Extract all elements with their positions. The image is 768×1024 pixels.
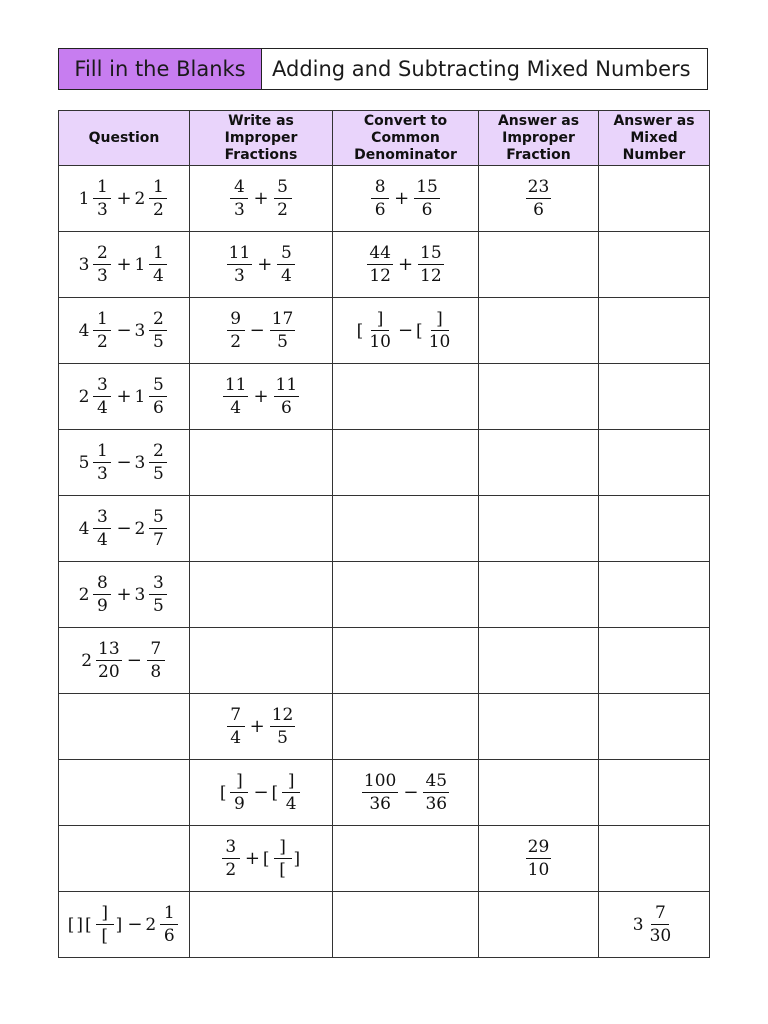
minus-sign: − <box>403 782 419 803</box>
fraction <box>282 770 300 815</box>
answer-mixed-cell[interactable] <box>599 562 710 628</box>
numerator: 1 <box>93 176 111 199</box>
fraction <box>526 836 552 881</box>
header-row <box>59 111 710 166</box>
math-expression <box>79 506 170 551</box>
fraction <box>149 506 167 551</box>
answer-mixed-cell[interactable] <box>599 364 710 430</box>
denominator: 4 <box>230 728 242 748</box>
table-row <box>59 232 710 298</box>
minus-sign: − <box>127 914 143 935</box>
table-row <box>59 298 710 364</box>
fraction <box>149 374 167 419</box>
numerator: 1 <box>149 242 167 265</box>
denominator: 4 <box>285 794 297 814</box>
common-denominator-cell[interactable] <box>333 430 479 496</box>
answer-improper-cell[interactable] <box>479 496 599 562</box>
whole-number: [ <box>67 914 75 935</box>
plus-sign: + <box>244 848 260 869</box>
fraction <box>362 770 398 815</box>
denominator: 6 <box>152 398 164 418</box>
math-expression <box>225 242 298 287</box>
table-row <box>59 430 710 496</box>
numerator: 100 <box>363 771 397 791</box>
whole-number: [ <box>219 782 227 803</box>
numerator: 45 <box>425 771 448 791</box>
improper-cell[interactable] <box>190 430 333 496</box>
numerator: 5 <box>149 374 167 397</box>
denominator: 5 <box>277 332 288 352</box>
math-expression <box>79 242 170 287</box>
numerator: 4 <box>230 176 248 199</box>
common-denominator-cell[interactable] <box>333 364 479 430</box>
plus-sign: + <box>394 188 410 209</box>
fraction <box>367 242 393 287</box>
denominator: 6 <box>374 200 386 220</box>
common-denominator-cell[interactable] <box>333 496 479 562</box>
whole-number: ] <box>293 848 301 869</box>
minus-sign: − <box>249 320 265 341</box>
col-header-common: Convert to Common Denominator <box>333 111 479 166</box>
common-denominator-cell[interactable] <box>333 628 479 694</box>
numerator: 2 <box>149 308 167 331</box>
denominator: 10 <box>369 332 391 352</box>
minus-sign: − <box>116 452 132 473</box>
denominator: 36 <box>425 794 448 814</box>
denominator: 2 <box>230 332 242 352</box>
denominator: 12 <box>369 266 391 286</box>
fraction <box>149 176 167 221</box>
numerator: 1 <box>149 176 167 199</box>
fraction <box>93 242 111 287</box>
denominator: 2 <box>225 860 237 880</box>
numerator: ] <box>274 836 292 859</box>
denominator: 3 <box>97 266 108 286</box>
plus-sign: + <box>249 716 265 737</box>
numerator: 5 <box>149 506 167 529</box>
answer-improper-cell[interactable] <box>479 760 599 826</box>
common-denominator-cell[interactable] <box>333 562 479 628</box>
fraction <box>149 308 167 353</box>
math-expression <box>81 638 167 683</box>
numerator: 1 <box>93 308 111 331</box>
denominator: 5 <box>152 464 164 484</box>
numerator: 8 <box>93 572 111 595</box>
answer-mixed-cell[interactable] <box>599 298 710 364</box>
question-cell <box>59 364 190 430</box>
fraction <box>270 704 296 749</box>
denominator: 3 <box>234 200 245 220</box>
numerator: 8 <box>371 176 389 199</box>
whole-number: 2 <box>78 584 90 605</box>
fraction <box>423 770 449 815</box>
fraction <box>93 506 111 551</box>
denominator: 5 <box>152 332 164 352</box>
title-bar <box>58 48 708 90</box>
numerator: ] <box>230 770 248 793</box>
math-expression <box>79 572 170 617</box>
numerator: 2 <box>149 440 167 463</box>
denominator: 3 <box>97 200 108 220</box>
numerator: 11 <box>228 243 251 263</box>
fraction <box>223 374 249 419</box>
question-cell <box>59 496 190 562</box>
question-cell <box>59 166 190 232</box>
numerator: ] <box>371 308 389 331</box>
numerator: ] <box>431 308 449 331</box>
plus-sign: + <box>116 188 132 209</box>
plus-sign: + <box>397 254 414 275</box>
answer-improper-cell <box>479 826 599 892</box>
question-cell[interactable] <box>59 826 190 892</box>
denominator: 3 <box>234 266 245 286</box>
fraction <box>93 572 111 617</box>
answer-mixed-cell[interactable] <box>599 166 710 232</box>
numerator: 23 <box>527 177 550 197</box>
denominator: [ <box>279 860 286 880</box>
math-expression <box>365 242 445 287</box>
numerator: 3 <box>222 836 240 859</box>
improper-cell <box>190 364 333 430</box>
question-cell <box>59 892 190 958</box>
whole-number: 2 <box>134 188 146 209</box>
col-header-answer-improper: Answer as Improper Fraction <box>479 111 599 166</box>
numerator: ] <box>96 902 114 925</box>
numerator: 15 <box>420 243 442 263</box>
minus-sign: − <box>116 320 132 341</box>
whole-number: 1 <box>78 188 90 209</box>
whole-number: 1 <box>134 254 146 275</box>
math-expression <box>220 836 302 881</box>
table-row <box>59 694 710 760</box>
whole-number: 3 <box>134 320 146 341</box>
numerator: ] <box>282 770 300 793</box>
table-row <box>59 364 710 430</box>
denominator: 5 <box>277 728 288 748</box>
denominator: 4 <box>97 398 108 418</box>
numerator: 5 <box>274 176 292 199</box>
improper-cell[interactable] <box>190 892 333 958</box>
math-expression <box>369 176 442 221</box>
improper-cell[interactable] <box>190 496 333 562</box>
fraction <box>274 836 292 881</box>
denominator: 4 <box>97 530 108 550</box>
table-row <box>59 628 710 694</box>
plus-sign: + <box>257 254 273 275</box>
math-expression <box>357 308 455 353</box>
answer-mixed-cell[interactable] <box>599 430 710 496</box>
fraction <box>227 308 245 353</box>
common-denominator-cell[interactable] <box>333 892 479 958</box>
whole-number: 2 <box>81 650 93 671</box>
table-row <box>59 826 710 892</box>
denominator: 2 <box>97 332 108 352</box>
improper-cell <box>190 298 333 364</box>
minus-sign: − <box>253 782 269 803</box>
numerator: 29 <box>527 837 550 857</box>
answer-improper-cell[interactable] <box>479 298 599 364</box>
math-expression <box>225 308 298 353</box>
fraction <box>648 902 674 947</box>
table-row <box>59 166 710 232</box>
whole-number: 3 <box>134 452 146 473</box>
fraction <box>222 836 240 881</box>
worksheet-title: Adding and Subtracting Mixed Numbers <box>272 57 691 81</box>
denominator: 6 <box>533 200 544 220</box>
numerator: 7 <box>227 704 245 727</box>
col-header-answer-mixed: Answer as Mixed Number <box>599 111 710 166</box>
answer-mixed-cell[interactable] <box>599 760 710 826</box>
fraction <box>414 176 440 221</box>
answer-improper-cell[interactable] <box>479 232 599 298</box>
common-denominator-cell <box>333 760 479 826</box>
minus-sign: − <box>397 320 414 341</box>
math-expression <box>79 176 170 221</box>
math-expression <box>524 176 554 221</box>
numerator: 13 <box>98 639 120 659</box>
whole-number: 4 <box>78 320 90 341</box>
numerator: 5 <box>277 242 295 265</box>
numerator: 3 <box>93 374 111 397</box>
denominator: 30 <box>649 926 672 946</box>
numerator: 7 <box>651 902 669 925</box>
math-expression <box>225 704 298 749</box>
numerator: 11 <box>275 375 298 395</box>
question-cell <box>59 562 190 628</box>
fraction <box>227 242 253 287</box>
whole-number: [ <box>416 320 423 341</box>
fraction <box>149 242 167 287</box>
denominator: 6 <box>163 926 175 946</box>
math-expression <box>221 374 301 419</box>
fraction <box>526 176 552 221</box>
whole-number: [ <box>271 782 279 803</box>
worksheet-type-label: Fill in the Blanks <box>59 49 262 89</box>
fraction <box>149 440 167 485</box>
numerator: 12 <box>271 705 294 725</box>
improper-cell <box>190 760 333 826</box>
fraction <box>371 176 389 221</box>
math-expression <box>68 902 180 947</box>
common-denominator-cell <box>333 298 479 364</box>
denominator: 10 <box>527 860 550 880</box>
denominator: 6 <box>421 200 433 220</box>
denominator: [ <box>101 926 108 946</box>
question-cell <box>59 628 190 694</box>
answer-improper-cell[interactable] <box>479 694 599 760</box>
denominator: 4 <box>230 398 242 418</box>
math-expression <box>524 836 554 881</box>
question-cell <box>59 232 190 298</box>
whole-number: [ <box>356 320 364 341</box>
fraction <box>149 572 167 617</box>
whole-number: 3 <box>78 254 90 275</box>
answer-improper-cell[interactable] <box>479 892 599 958</box>
whole-number: 2 <box>78 386 90 407</box>
numerator: 11 <box>224 375 247 395</box>
denominator: 8 <box>150 662 162 682</box>
answer-improper-cell[interactable] <box>479 364 599 430</box>
fraction <box>427 308 453 353</box>
whole-number: 5 <box>78 452 90 473</box>
whole-number: 3 <box>134 584 146 605</box>
improper-cell <box>190 694 333 760</box>
math-expression <box>228 176 293 221</box>
denominator: 3 <box>97 464 108 484</box>
fraction <box>147 638 165 683</box>
improper-cell <box>190 232 333 298</box>
common-denominator-cell[interactable] <box>333 826 479 892</box>
numerator: 1 <box>160 902 178 925</box>
numerator: 7 <box>147 638 165 661</box>
fraction <box>230 770 248 815</box>
fraction <box>93 308 111 353</box>
fraction <box>277 242 295 287</box>
answer-mixed-cell[interactable] <box>599 496 710 562</box>
denominator: 20 <box>98 662 120 682</box>
whole-number: 1 <box>134 386 146 407</box>
answer-improper-cell[interactable] <box>479 562 599 628</box>
improper-cell[interactable] <box>190 562 333 628</box>
answer-mixed-cell[interactable] <box>599 826 710 892</box>
plus-sign: + <box>116 254 132 275</box>
common-denominator-cell <box>333 166 479 232</box>
question-cell <box>59 298 190 364</box>
denominator: 5 <box>152 596 164 616</box>
minus-sign: − <box>126 650 142 671</box>
answer-mixed-cell[interactable] <box>599 232 710 298</box>
improper-cell <box>190 826 333 892</box>
fraction <box>96 638 122 683</box>
common-denominator-cell[interactable] <box>333 694 479 760</box>
numerator: 44 <box>369 243 391 263</box>
math-expression <box>633 902 675 947</box>
fraction <box>93 374 111 419</box>
denominator: 6 <box>280 398 292 418</box>
denominator: 2 <box>152 200 164 220</box>
col-header-question: Question <box>59 111 190 166</box>
fraction <box>93 440 111 485</box>
math-expression <box>360 770 451 815</box>
whole-number: 2 <box>145 914 157 935</box>
denominator: 2 <box>277 200 288 220</box>
answer-mixed-cell <box>599 892 710 958</box>
fraction <box>227 704 245 749</box>
worksheet-body <box>59 166 710 958</box>
worksheet-table <box>58 110 710 958</box>
whole-number: [ <box>262 848 270 869</box>
numerator: 2 <box>93 242 111 265</box>
plus-sign: + <box>116 584 132 605</box>
fraction <box>96 902 114 947</box>
denominator: 12 <box>420 266 442 286</box>
table-row <box>59 760 710 826</box>
numerator: 9 <box>227 308 245 331</box>
whole-number: [ <box>85 914 92 935</box>
fraction <box>274 374 300 419</box>
whole-number: 3 <box>632 914 644 935</box>
fraction <box>367 308 393 353</box>
answer-mixed-cell[interactable] <box>599 628 710 694</box>
common-denominator-cell <box>333 232 479 298</box>
answer-mixed-cell[interactable] <box>599 694 710 760</box>
improper-cell <box>190 166 333 232</box>
whole-number: 4 <box>78 518 90 539</box>
question-cell[interactable] <box>59 694 190 760</box>
fraction <box>160 902 178 947</box>
question-cell <box>59 430 190 496</box>
table-row <box>59 892 710 958</box>
plus-sign: + <box>253 188 269 209</box>
denominator: 36 <box>369 794 391 814</box>
numerator: 1 <box>93 440 111 463</box>
improper-cell[interactable] <box>190 628 333 694</box>
fraction <box>93 176 111 221</box>
plus-sign: + <box>116 386 132 407</box>
col-header-improper: Write as Improper Fractions <box>190 111 333 166</box>
fraction <box>418 242 444 287</box>
minus-sign: − <box>116 518 132 539</box>
answer-improper-cell[interactable] <box>479 430 599 496</box>
denominator: 9 <box>234 794 245 814</box>
answer-improper-cell <box>479 166 599 232</box>
numerator: 3 <box>149 572 167 595</box>
whole-number: ] <box>76 914 84 935</box>
fraction <box>270 308 296 353</box>
denominator: 9 <box>97 596 108 616</box>
denominator: 4 <box>152 266 164 286</box>
answer-improper-cell[interactable] <box>479 628 599 694</box>
fraction <box>274 176 292 221</box>
whole-number: ] <box>115 914 123 935</box>
math-expression <box>220 770 302 815</box>
denominator: 7 <box>152 530 164 550</box>
plus-sign: + <box>253 386 269 407</box>
math-expression <box>79 308 170 353</box>
whole-number: 2 <box>134 518 146 539</box>
question-cell[interactable] <box>59 760 190 826</box>
numerator: 3 <box>93 506 111 529</box>
table-row <box>59 496 710 562</box>
denominator: 4 <box>280 266 292 286</box>
fraction <box>230 176 248 221</box>
math-expression <box>79 374 170 419</box>
table-row <box>59 562 710 628</box>
denominator: 10 <box>428 332 451 352</box>
numerator: 15 <box>416 177 438 197</box>
math-expression <box>79 440 170 485</box>
numerator: 17 <box>271 309 294 329</box>
